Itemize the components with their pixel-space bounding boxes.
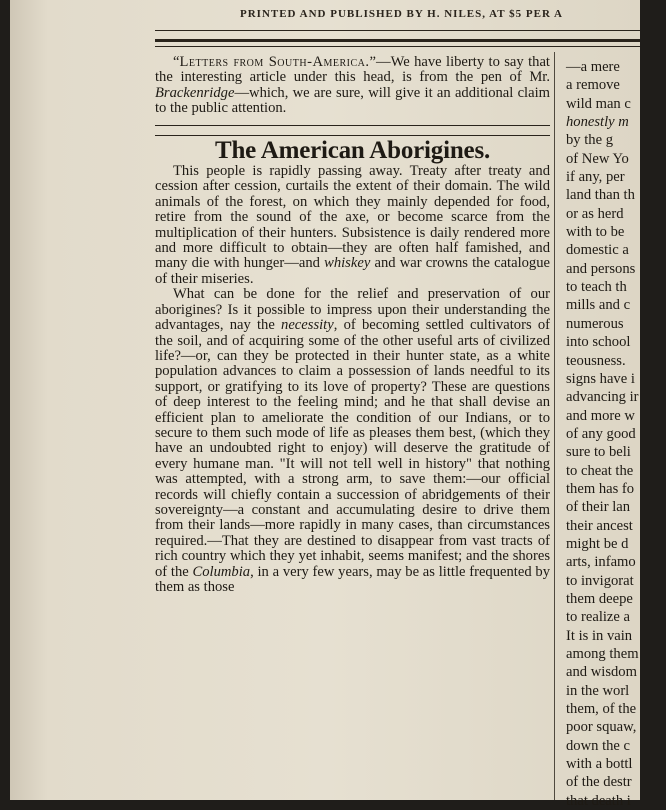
right-column-line: domestic a [566, 242, 629, 259]
right-column-line: wild man c [566, 95, 631, 112]
right-column-line: in the worl [566, 682, 630, 699]
p2-text-b: , of becoming settled cultivators of the soil, and of acquiring some of the other useful arts of civilized life?—or, can they be protected in their hunter state, as a white population advances to claim a possession of lands needful to its support, or gratifying to its love of property? These are questions of deep interest to the feeling mind; and he that shall devise an efficient plan to ameliorate the condition of our Indians, or to secure to them such mode of life as pleases them best, (which they have an undoubted right to enjoy) will deserve the gratitude of every humane man. "It will not tell well in history" that nothing was attempted, with a strong arm, to save them:—our official records will chiefly contain a succession of abridgements of their sovereignty—a constant and accumulating desire to drive them from their lands—more rapidly in many cases, than circumstances required.—That they are destined to disappear from vast tracts of rich country which they yet inhabit, seems manifest; and the shores of the [155, 317, 551, 580]
newspaper-page [10, 0, 640, 809]
right-column-line: of any good [566, 425, 636, 442]
p1-text-b: and war crowns the catalogue of their miseries. [155, 255, 551, 287]
p2-emphasis-1: necessity [281, 317, 334, 334]
article-headline: The American Aborigines. [214, 136, 491, 164]
right-column-line: to invigorat [566, 572, 634, 589]
notice-title: Letters from South-America. [179, 54, 370, 70]
p2-text-c: , in a very few years, may be as little frequented by them as those [155, 563, 550, 595]
right-column-line: of their lan [566, 499, 631, 516]
right-column-line: a remove [566, 77, 620, 94]
right-column-line: to cheat the [566, 462, 634, 479]
right-column-line: It is in vain [566, 627, 633, 644]
right-column-line: them deepe [566, 590, 633, 607]
right-column-line: and persons [566, 260, 636, 277]
right-column-line: and wisdom [566, 664, 637, 681]
right-column-line: with to be [566, 224, 625, 241]
right-column-line: signs have i [566, 370, 635, 387]
notice-body-a: —We have liberty to say that the interesting article under this head, is from the pen of Mr. [155, 54, 550, 86]
right-column-line: among them [566, 646, 639, 662]
right-column-line: to teach th [566, 279, 627, 296]
right-column-line: and more w [566, 407, 635, 424]
right-column-line: of the destr [566, 774, 632, 791]
right-column-line: numerous [566, 315, 624, 332]
p1-text-a: This people is rapidly passing away. Treaty after treaty and cession after cession, curtails the extent of their domain. The wild animals of the forest, on which they mainly depended for food, retire from the sound of the axe, or become scarce from the multiplication of their hunters. Subsistence is daily rendered more and more difficult to obtain—they are often half famished, and many die with hunger—and [155, 163, 550, 272]
right-column-line: down the c [566, 737, 631, 754]
right-column-line: with a bottl [566, 756, 633, 773]
masthead-rule-thick [155, 39, 640, 42]
right-column-line: —a mere [566, 59, 620, 75]
masthead-rule-thin [155, 30, 640, 31]
right-column-line: or as herd [566, 205, 624, 222]
right-column-line: them, of the [566, 701, 637, 718]
notice-body-b: —which, we are sure, will give it an additional claim to the public attention. [155, 84, 550, 117]
right-column-emphasis: honestly m [566, 114, 629, 131]
right-column-line: advancing ir [566, 389, 639, 406]
main-column [155, 55, 550, 595]
masthead-imprint: PRINTED AND PUBLISHED BY H. NILES, AT $5 PER A [240, 8, 563, 20]
right-column-line: might be d [566, 535, 629, 552]
right-column-line: of New Yo [566, 150, 629, 167]
right-column-line: poor squaw, [566, 719, 637, 736]
editorial-notice: “Letters from South-America.”—We have liberty to say that the interesting article under this head, is from the pen of Mr. Brackenridge—which, we are sure, will give it an additional claim to the public attention. [155, 54, 550, 117]
column-divider [554, 52, 555, 800]
right-column-line [566, 113, 666, 131]
right-column-line: to realize a [566, 609, 631, 626]
right-column-line: them has fo [566, 480, 635, 497]
p2-text-a: What can be done for the relief and preservation of our aborigines? Is it possible to impress upon their understanding the advantages, nay the [155, 286, 550, 334]
section-separator [155, 125, 550, 136]
right-column-line: that death i [566, 792, 631, 809]
article-paragraph-2 [155, 287, 550, 595]
right-column-line: into school [566, 334, 631, 351]
right-column-line: mills and c [566, 297, 631, 314]
right-column-line: arts, infamo [566, 554, 636, 571]
notice-author-name: Brackenridge [155, 84, 235, 101]
right-column-line: by the g [566, 132, 614, 149]
article-paragraph-1 [155, 164, 550, 287]
right-column-line: if any, per [566, 169, 625, 186]
right-column-line: their ancest [566, 517, 633, 534]
p1-emphasis: whiskey [324, 255, 371, 272]
p2-emphasis-2: Columbia [192, 563, 251, 580]
right-column-line: sure to beli [566, 444, 631, 461]
masthead-rule-lower [155, 46, 640, 47]
right-column-line: teousness. [566, 352, 626, 369]
right-column [566, 58, 666, 810]
right-column-line: land than th [566, 187, 635, 204]
